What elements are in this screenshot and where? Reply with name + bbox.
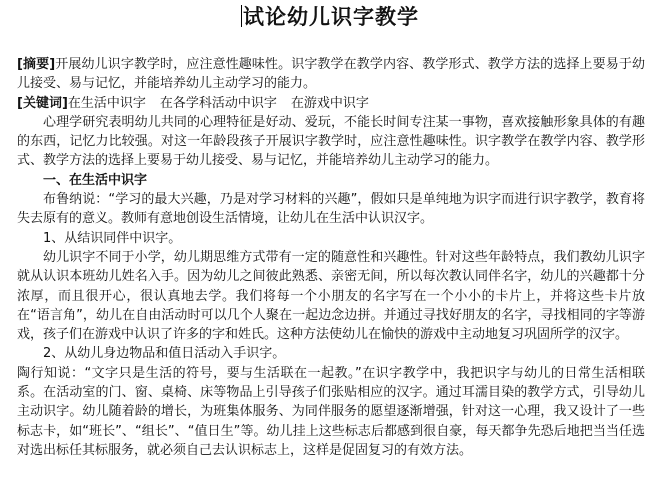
subsection-heading[interactable]: 2、从幼儿身边物品和值日活动入手识字。 <box>43 346 286 362</box>
keyword-item: 在各学科活动中识字 <box>159 95 277 111</box>
quote-paragraph[interactable]: 布鲁纳说：“学习的最大兴趣，乃是对学习材料的兴趣”，假如只是单纯地为识字而进行识字教学，教育将失去原有的意义。教师有意地创设生活情境，让幼儿在生活中认识汉字。 <box>17 192 645 227</box>
keyword-item: 在游戏中识字 <box>290 95 369 111</box>
keywords-label: [关键词] <box>17 95 68 111</box>
abstract-text: 开展幼儿识字教学时，应注意性趣味性。识字教学在教学内容、教学形式、教学方法的选择上要易于幼儿接受、易与记忆，并能培养幼儿主动学习的能力。 <box>17 57 645 92</box>
title-area <box>0 4 660 30</box>
intro-paragraph[interactable]: 心理学研究表明幼儿共同的心理特征是好动、爱玩，不能长时间专注某一事物，喜欢接触形象具体的有趣的东西，记忆力比较强。对这一年龄段孩子开展识字教学时，应注意性趣味性。识字教学在教学内容、教学形式、教学方法的选择上要易于幼儿接受、易与记忆，并能培养幼儿主动学习的能力。 <box>17 114 645 169</box>
document-title[interactable]: 试论幼儿识字教学 <box>243 4 419 29</box>
keyword-item: 在生活中识字 <box>67 95 146 111</box>
body-paragraph[interactable]: 幼儿识字不同于小学，幼儿期思维方式带有一定的随意性和兴趣性。针对这些年龄特点，我们教幼儿识字就从认识本班幼儿姓名入手。因为幼儿之间彼此熟悉、亲密无间，所以每次教认同伴名字，幼儿的兴趣都十分浓厚，而且很开心，很认真地去学。我们将每一个小朋友的名字写在一个小小的卡片上，并将这些卡片放在“语言角”，幼儿在自由活动时可以几个人聚在一起边念边拼。并通过寻找好朋友的名字，寻找相同的字等游戏，孩子们在游戏中认识了许多的字和姓氏。这种方法使幼儿在愉快的游戏中主动地复习巩固所学的汉字。 <box>17 249 645 343</box>
keywords-paragraph[interactable] <box>17 94 645 113</box>
abstract-label: [摘要] <box>17 57 56 72</box>
section-heading[interactable]: 一、在生活中识字 <box>43 172 148 188</box>
body-paragraph[interactable]: 陶行知说：“文字只是生活的符号，要与生活联在一起教。”在识字教学中，我把识字与幼儿的日常生活相联系。在活动室的门、窗、桌椅、床等物品上引导孩子们张贴相应的汉字。通过耳濡目染的教学方式，引导幼儿主动识字。幼儿随着龄的增长，为班集体服务、为同伴服务的愿望逐渐增强，针对这一心理，我又设计了一些标志卡，如“班长”、“组长”、“值日生”等。幼儿挂上这些标志后都感到很自豪，每天都争先恐后地把当当任选对选出标任其标服务，就必须自己去认识标志上，这样是促固复习的有效方法。 <box>17 365 645 458</box>
abstract-paragraph[interactable] <box>17 55 645 94</box>
document-body <box>17 55 645 460</box>
subsection-heading[interactable]: 1、从结识同伴中识字。 <box>43 230 182 246</box>
text-cursor <box>241 5 242 27</box>
